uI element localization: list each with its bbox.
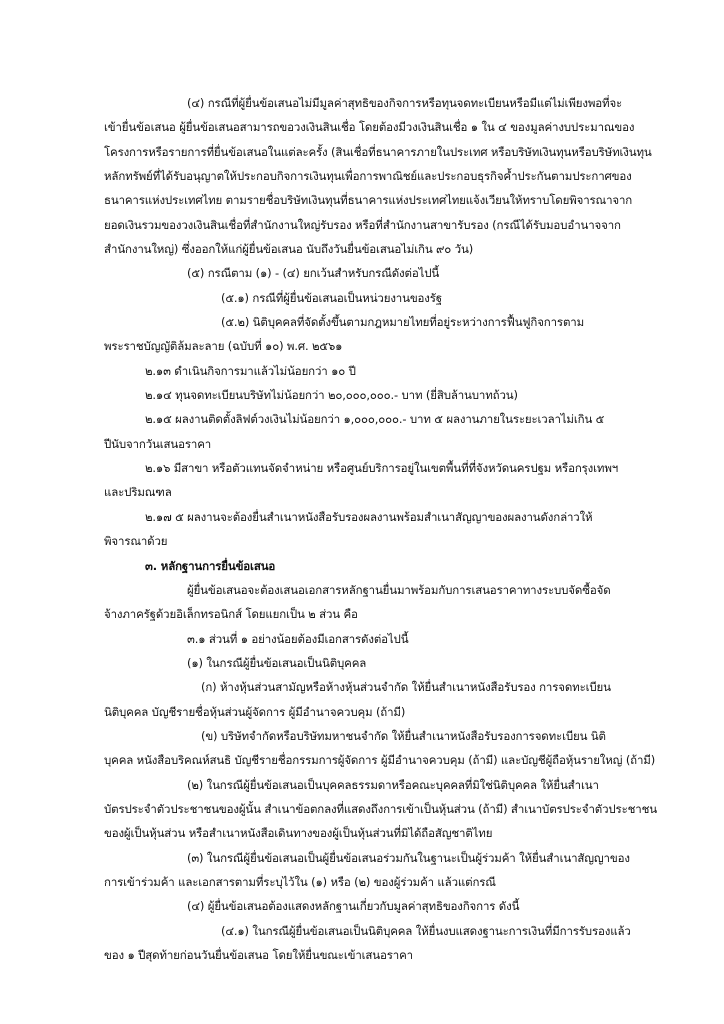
text-line: หลักทรัพย์ที่ได้รับอนุญาตให้ประกอบกิจการเงินทุนเพื่อการพาณิชย์และประกอบธุรกิจค้ำประกันตามประกาศของ (104, 169, 632, 183)
text-line: ผู้ยื่นข้อเสนอจะต้องเสนอเอกสารหลักฐานยื่นมาพร้อมกับการเสนอราคาทางระบบจัดซื้อจัด (187, 583, 611, 597)
text-line: จ้างภาครัฐด้วยอิเล็กทรอนิกส์ โดยแยกเป็น ๒ ส่วน คือ (104, 607, 358, 621)
text-line: ๒.๑๕ ผลงานติดตั้งลิฟต์วงเงินไม่น้อยกว่า ๑,๐๐๐,๐๐๐.- บาท ๕ ผลงานภายในระยะเวลาไม่เกิน ๕ (145, 412, 605, 426)
text-line: และปริมณฑล (104, 485, 172, 499)
text-line: ธนาคารแห่งประเทศไทย ตามรายชื่อบริษัทเงินทุนที่ธนาคารแห่งประเทศไทยแจ้งเวียนให้ทราบโดยพิจารณาจาก (104, 193, 633, 207)
text-line: สำนักงานใหญ่) ซึ่งออกให้แก่ผู้ยื่นข้อเสนอ นับถึงวันยื่นข้อเสนอไม่เกิน ๙๐ วัน) (104, 242, 474, 256)
text-line: นิติบุคคล บัญชีรายชื่อหุ้นส่วนผู้จัดการ ผู้มีอำนาจควบคุม (ถ้ามี) (104, 705, 406, 719)
text-line: โครงการหรือรายการที่ยื่นข้อเสนอในแต่ละครั้ง (สินเชื่อที่ธนาคารภายในประเทศ หรือบริษัทเงินทุนหรือบริษัทเงินทุน (104, 145, 652, 159)
text-line: ๓.๑ ส่วนที่ ๑ อย่างน้อยต้องมีเอกสารดังต่อไปนี้ (187, 632, 409, 646)
text-line: บัตรประจำตัวประชาชนของผู้นั้น สำเนาข้อตกลงที่แสดงถึงการเข้าเป็นหุ้นส่วน (ถ้ามี) สำเนาบัตรประจำตัวประชาชน (104, 802, 657, 816)
section-heading: ๓. หลักฐานการยื่นข้อเสนอ (145, 559, 276, 573)
text-line: พิจารณาด้วย (104, 534, 168, 548)
text-line: (๕) กรณีตาม (๑) - (๔) ยกเว้นสำหรับกรณีดังต่อไปนี้ (187, 266, 440, 280)
text-line: ปีนับจากวันเสนอราคา (104, 437, 212, 451)
text-line: ๒.๑๗ ๕ ผลงานจะต้องยื่นสำเนาหนังสือรับรองผลงานพร้อมสำเนาสัญญาของผลงานดังกล่าวให้ (145, 510, 593, 524)
text-line: (๓) ในกรณีผู้ยื่นข้อเสนอเป็นผู้ยื่นข้อเสนอร่วมกันในฐานะเป็นผู้ร่วมค้า ให้ยื่นสำเนาสัญญาของ (187, 851, 630, 865)
text-line: การเข้าร่วมค้า และเอกสารตามที่ระบุไว้ใน (๑) หรือ (๒) ของผู้ร่วมค้า แล้วแต่กรณี (104, 875, 496, 889)
text-line: (๔) กรณีที่ผู้ยื่นข้อเสนอไม่มีมูลค่าสุทธิของกิจการหรือทุนจดทะเบียนหรือมีแต่ไม่เพียงพอที่จะ (187, 96, 623, 110)
text-line: ของ ๑ ปีสุดท้ายก่อนวันยื่นข้อเสนอ โดยให้ยื่นขณะเข้าเสนอราคา (104, 948, 413, 962)
text-line: (ก) ห้างหุ้นส่วนสามัญหรือห้างหุ้นส่วนจำกัด ให้ยื่นสำเนาหนังสือรับรอง การจดทะเบียน (201, 680, 611, 694)
text-line: พระราชบัญญัติล้มละลาย (ฉบับที่ ๑๐) พ.ศ. ๒๕๖๑ (104, 339, 343, 353)
text-line: ๒.๑๔ ทุนจดทะเบียนบริษัทไม่น้อยกว่า ๒๐,๐๐๐,๐๐๐.- บาท (ยี่สิบล้านบาทถ้วน) (145, 388, 518, 402)
text-line: เข้ายื่นข้อเสนอ ผู้ยื่นข้อเสนอสามารถขอวงเงินสินเชื่อ โดยต้องมีวงเงินสินเชื่อ ๑ ใน ๔ ของมูลค่างบประมาณของ (104, 120, 635, 134)
text-line: (๕.๑) กรณีที่ผู้ยื่นข้อเสนอเป็นหน่วยงานของรัฐ (221, 291, 442, 305)
text-line: ๒.๑๓ ดำเนินกิจการมาแล้วไม่น้อยกว่า ๑๐ ปี (145, 364, 356, 378)
text-line: (๔) ผู้ยื่นข้อเสนอต้องแสดงหลักฐานเกี่ยวกับมูลค่าสุทธิของกิจการ ดังนี้ (187, 899, 520, 913)
text-line: (๒) ในกรณีผู้ยื่นข้อเสนอเป็นบุคคลธรรมดาหรือคณะบุคคลที่มิใช่นิติบุคคล ให้ยื่นสำเนา (187, 778, 599, 792)
text-line: ของผู้เป็นหุ้นส่วน หรือสำเนาหนังสือเดินทางของผู้เป็นหุ้นส่วนที่มิได้ถือสัญชาติไทย (104, 826, 493, 840)
text-line: (๔.๑) ในกรณีผู้ยื่นข้อเสนอเป็นนิติบุคคล ให้ยื่นงบแสดงฐานะการเงินที่มีการรับรองแล้ว (221, 924, 631, 938)
text-line: ยอดเงินรวมของวงเงินสินเชื่อที่สำนักงานใหญ่รับรอง หรือที่สำนักงานสาขารับรอง (กรณีได้รับมอบอำนาจจาก (104, 218, 621, 232)
text-line: บุคคล หนังสือบริคณห์สนธิ บัญชีรายชื่อกรรมการผู้จัดการ ผู้มีอำนาจควบคุม (ถ้ามี) และบัญชีผู้ถือหุ้นรายใหญ่ (ถ้ามี) (104, 753, 656, 767)
text-line: (๑) ในกรณีผู้ยื่นข้อเสนอเป็นนิติบุคคล (187, 656, 367, 670)
text-line: (ข) บริษัทจำกัดหรือบริษัทมหาชนจำกัด ให้ยื่นสำเนาหนังสือรับรองการจดทะเบียน นิติ (201, 729, 606, 743)
text-line: ๒.๑๖ มีสาขา หรือตัวแทนจัดจำหน่าย หรือศูนย์บริการอยู่ในเขตพื้นที่ที่จังหวัดนครปฐม หรือกรุงเทพฯ (145, 461, 619, 475)
text-line: (๕.๒) นิติบุคคลที่จัดตั้งขึ้นตามกฎหมายไทยที่อยู่ระหว่างการฟื้นฟูกิจการตาม (221, 315, 585, 329)
